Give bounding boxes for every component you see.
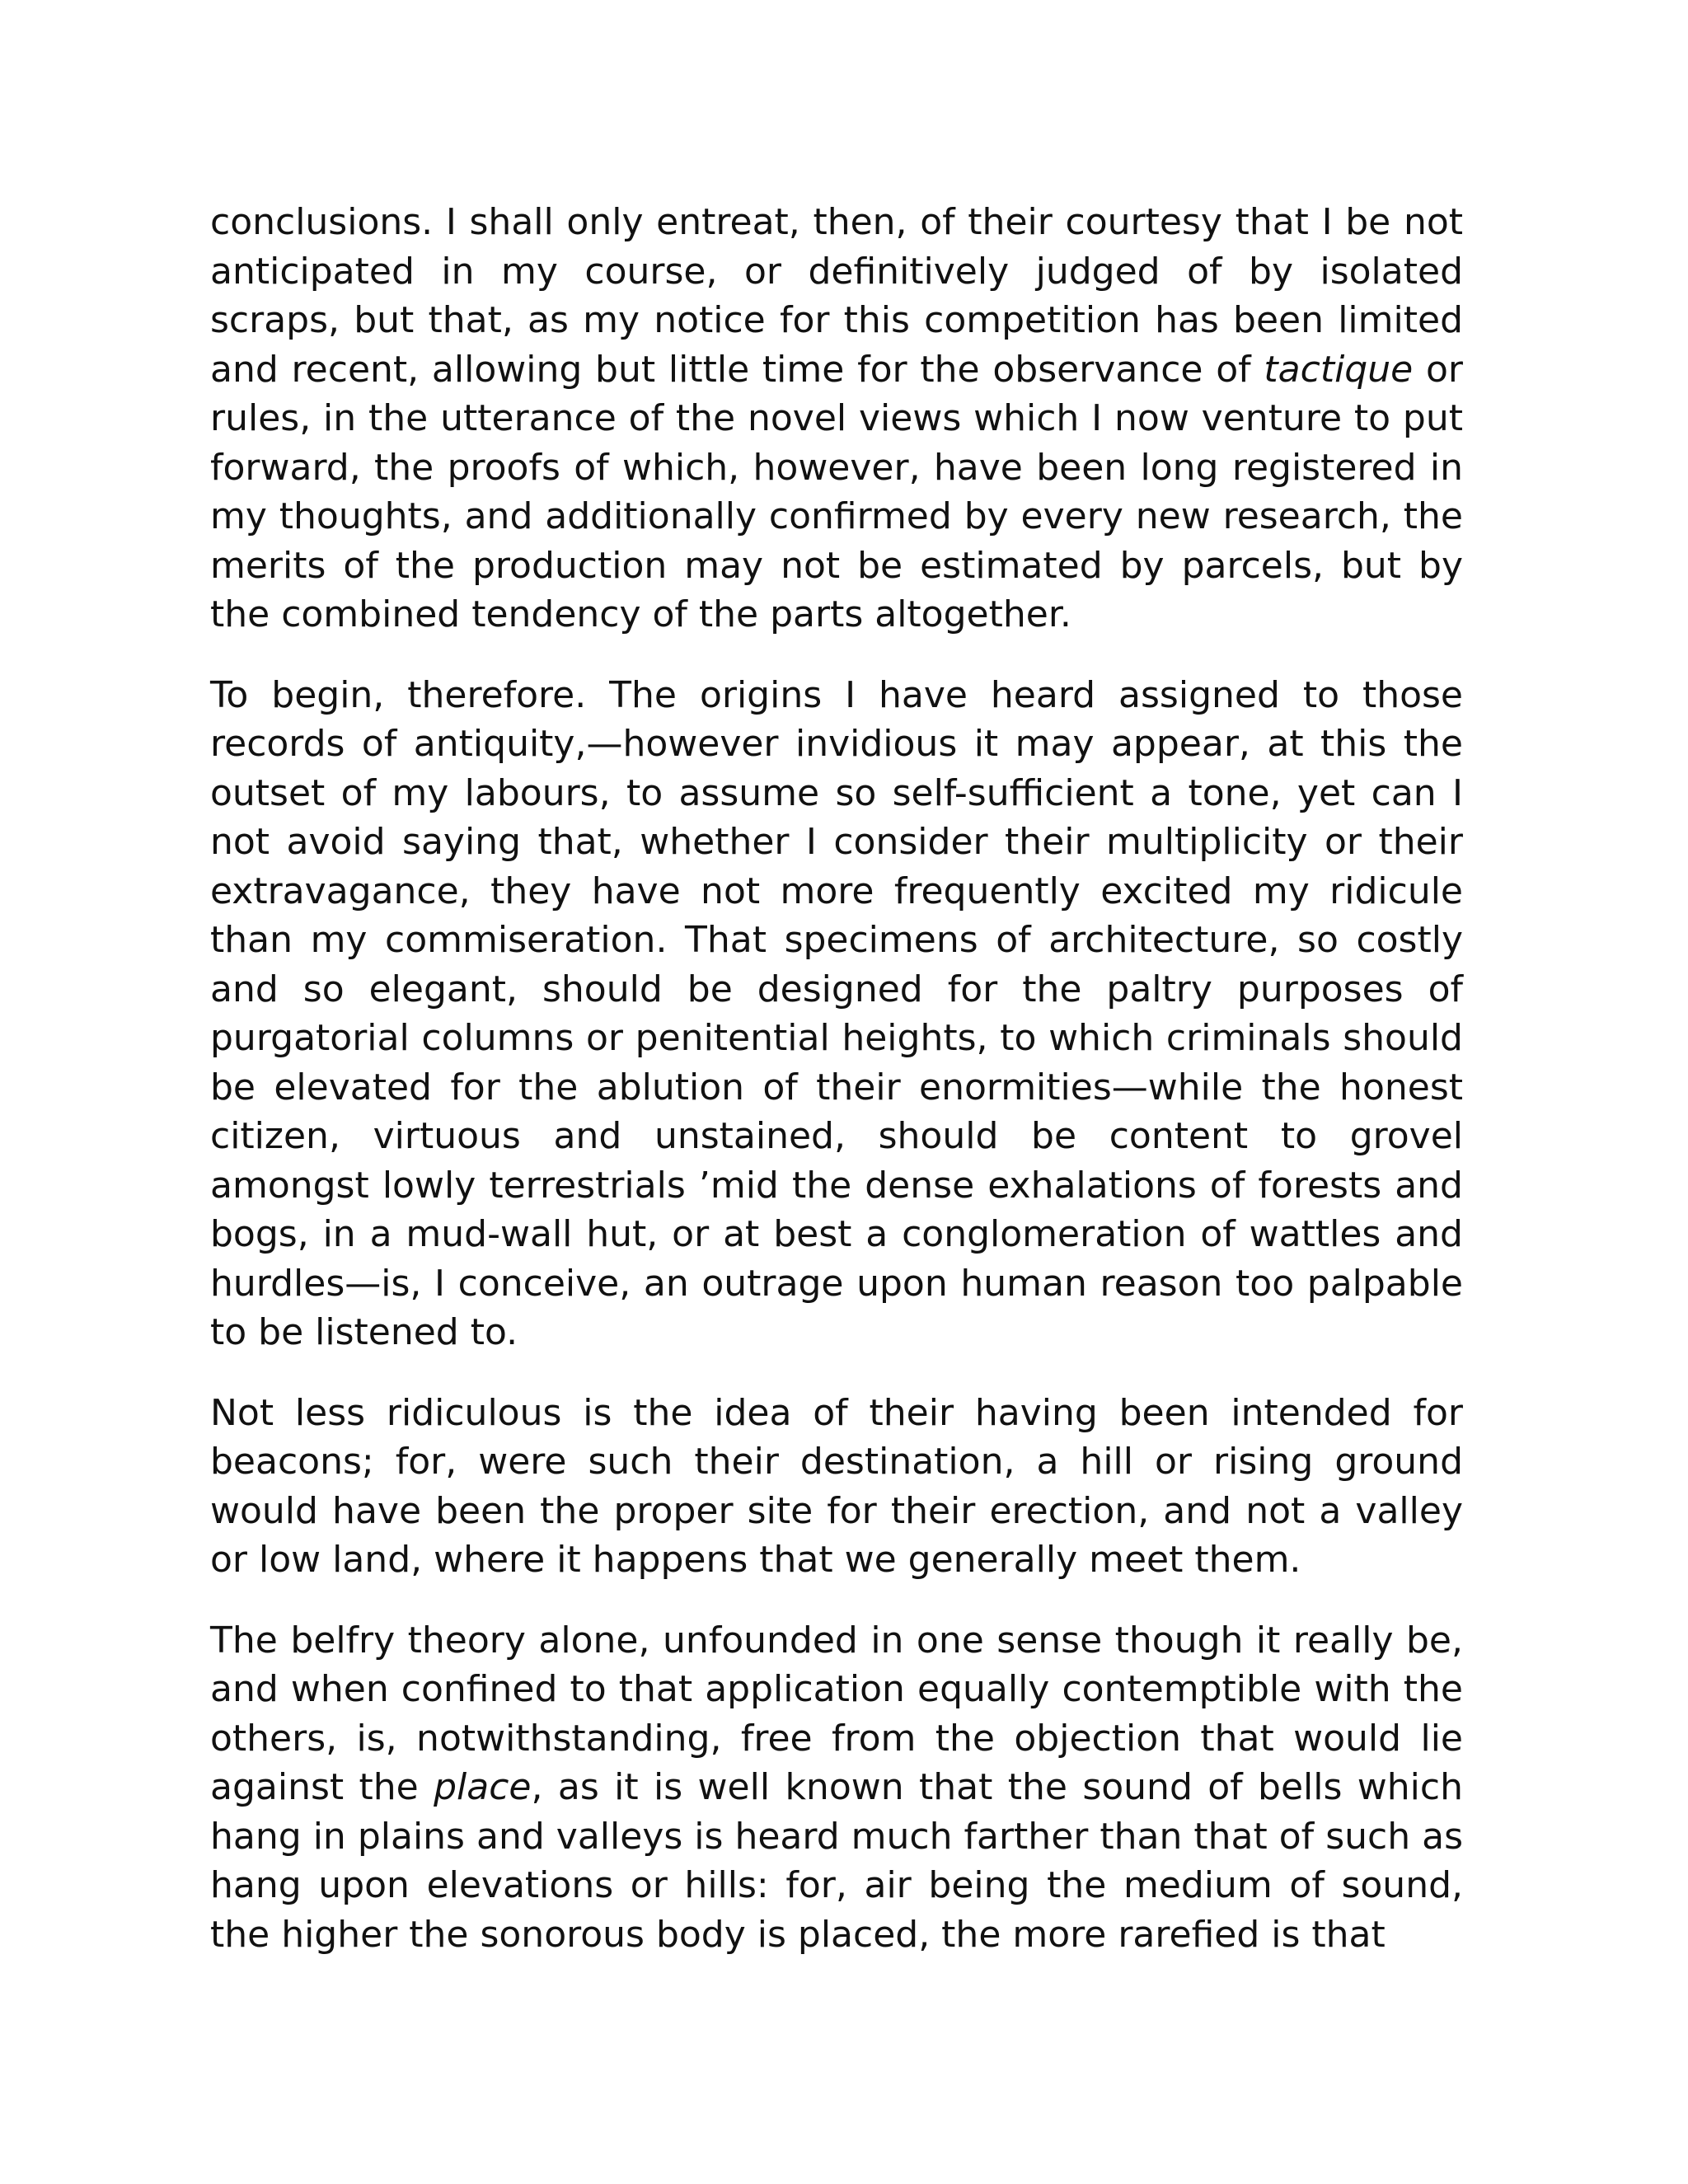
paragraph-4 [210, 1616, 1463, 1960]
italic-term: tactique [1264, 348, 1414, 391]
text-segment: The belfry theory alone, unfounded in one sense though it really be, and when confined to that application equally contemptible with the others, is, notwithstanding, free from the objection that would lie against the [210, 1619, 1463, 1808]
paragraph-3 [210, 1389, 1463, 1585]
paragraph-1 [210, 198, 1463, 640]
document-page [210, 198, 1463, 1990]
paragraph-2 [210, 671, 1463, 1357]
text-segment: To begin, therefore. The origins I have heard assigned to those records of antiquity,—however invidious it may appear, at this the outset of my labours, to assume so self-sufficient a tone, yet can I not avoid saying that, whether I consider their multiplicity or their extravagance, they have not more frequently excited my ridicule than my commiseration. That specimens of architecture, so costly and so elegant, should be designed for the paltry purposes of purgatorial columns or penitential heights, to which criminals should be elevated for the ablution of their enormities—while the honest citizen, virtuous and unstained, should be content to grovel amongst lowly terrestrials ’mid the dense exhalations of forests and bogs, in a mud-wall hut, or at best a conglomeration of wattles and hurdles—is, I conceive, an outrage upon human reason too palpable to be listened to. [210, 673, 1463, 1353]
text-segment: conclusions. I shall only entreat, then, of their courtesy that I be not anticipated in my course, or definitively judged of by isolated scraps, but that, as my notice for this competition has been limited and recent, allowing but little time for the observance of [210, 201, 1463, 391]
italic-term: place [434, 1766, 532, 1808]
text-segment: , as it is well known that the sound of bells which hang in plains and valleys is heard much farther than that of such as hang upon elevations or hills: for, air being the medium of sound, the higher the sonorous body is placed, the more rarefied is that [210, 1766, 1463, 1956]
text-segment: Not less ridiculous is the idea of their having been intended for beacons; for, were such their destination, a hill or rising ground would have been the proper site for their erection, and not a valley or low land, where it happens that we generally meet them. [210, 1391, 1463, 1581]
text-segment: or rules, in the utterance of the novel views which I now venture to put forward, the proofs of which, however, have been long registered in my thoughts, and additionally confirmed by every new research, the merits of the production may not be estimated by parcels, but by the combined tendency of the parts altogether. [210, 348, 1463, 635]
